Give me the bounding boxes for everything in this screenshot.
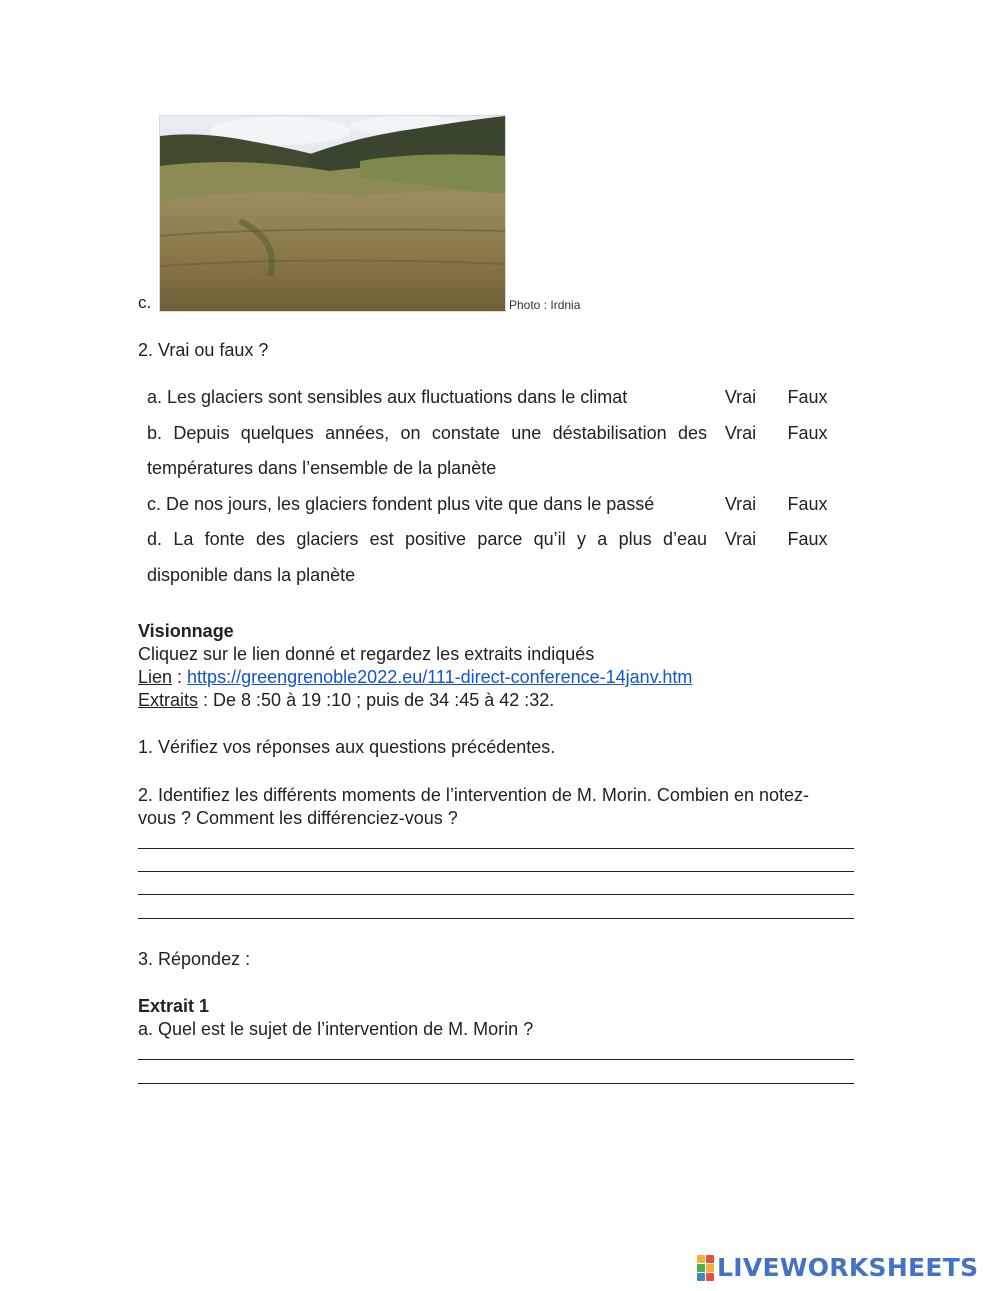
extrait-1-heading: Extrait 1: [138, 996, 210, 1016]
question-text: a. Les glaciers sont sensibles aux fluctuations dans le climat: [147, 387, 628, 407]
true-false-table: [147, 380, 857, 593]
answer-line[interactable]: [138, 1083, 854, 1084]
question-text: b. Depuis quelques années, on constate une déstabilisation des températures dans l’ensemble de la planète: [147, 422, 707, 478]
faux-option[interactable]: Faux: [787, 422, 828, 443]
true-false-row: [147, 380, 857, 416]
vrai-option[interactable]: Vrai: [724, 422, 757, 443]
true-false-row: [147, 416, 857, 487]
answer-line[interactable]: [138, 1059, 854, 1060]
question-2-line-1: 2. Identifiez les différents moments de l’intervention de M. Morin. Combien en notez-: [138, 785, 810, 805]
brand-name: LIVEWORKSHEETS: [717, 1253, 979, 1282]
logo-blocks-icon: [697, 1255, 714, 1281]
vrai-option[interactable]: Vrai: [724, 493, 757, 514]
answer-line[interactable]: [138, 871, 854, 872]
photo-credit: Photo : Irdnia: [509, 298, 581, 312]
link-label: Lien: [138, 667, 173, 687]
liveworksheets-logo: [697, 1253, 978, 1282]
true-false-row: [147, 487, 857, 523]
answer-line[interactable]: [138, 918, 854, 919]
visionnage-instruction: Cliquez sur le lien donné et regardez les extraits indiqués: [138, 644, 595, 664]
photo-item-letter: c.: [138, 293, 152, 312]
visionnage-heading: Visionnage: [138, 621, 234, 641]
true-false-row: [147, 522, 857, 593]
video-link[interactable]: https://greengrenoble2022.eu/111-direct-conference-14janv.htm: [187, 667, 693, 687]
question-3: 3. Répondez :: [138, 949, 251, 969]
landscape-photo: [159, 115, 506, 312]
extraits-line: [138, 689, 554, 712]
answer-line[interactable]: [138, 894, 854, 895]
question-text: c. De nos jours, les glaciers fondent plus vite que dans le passé: [147, 493, 655, 514]
extraits-label: Extraits: [138, 690, 199, 710]
vrai-option[interactable]: Vrai: [724, 387, 757, 407]
answer-line[interactable]: [138, 848, 854, 849]
faux-option[interactable]: Faux: [787, 493, 828, 514]
extraits-text: : De 8 :50 à 19 :10 ; puis de 34 :45 à 42 :32.: [198, 690, 555, 710]
question-1: 1. Vérifiez vos réponses aux questions précédentes.: [138, 737, 556, 757]
extrait-1-question-a: a. Quel est le sujet de l’intervention de M. Morin ?: [138, 1019, 534, 1039]
link-separator: :: [172, 667, 188, 687]
question-2-line-2: vous ? Comment les différenciez-vous ?: [138, 808, 458, 828]
question-text: d. La fonte des glaciers est positive parce qu’il y a plus d’eau disponible dans la planète: [147, 529, 707, 585]
faux-option[interactable]: Faux: [787, 387, 828, 407]
faux-option[interactable]: Faux: [787, 529, 828, 549]
link-line: [138, 666, 692, 689]
section-2-title: 2. Vrai ou faux ?: [138, 340, 269, 360]
vrai-option[interactable]: Vrai: [724, 529, 757, 549]
